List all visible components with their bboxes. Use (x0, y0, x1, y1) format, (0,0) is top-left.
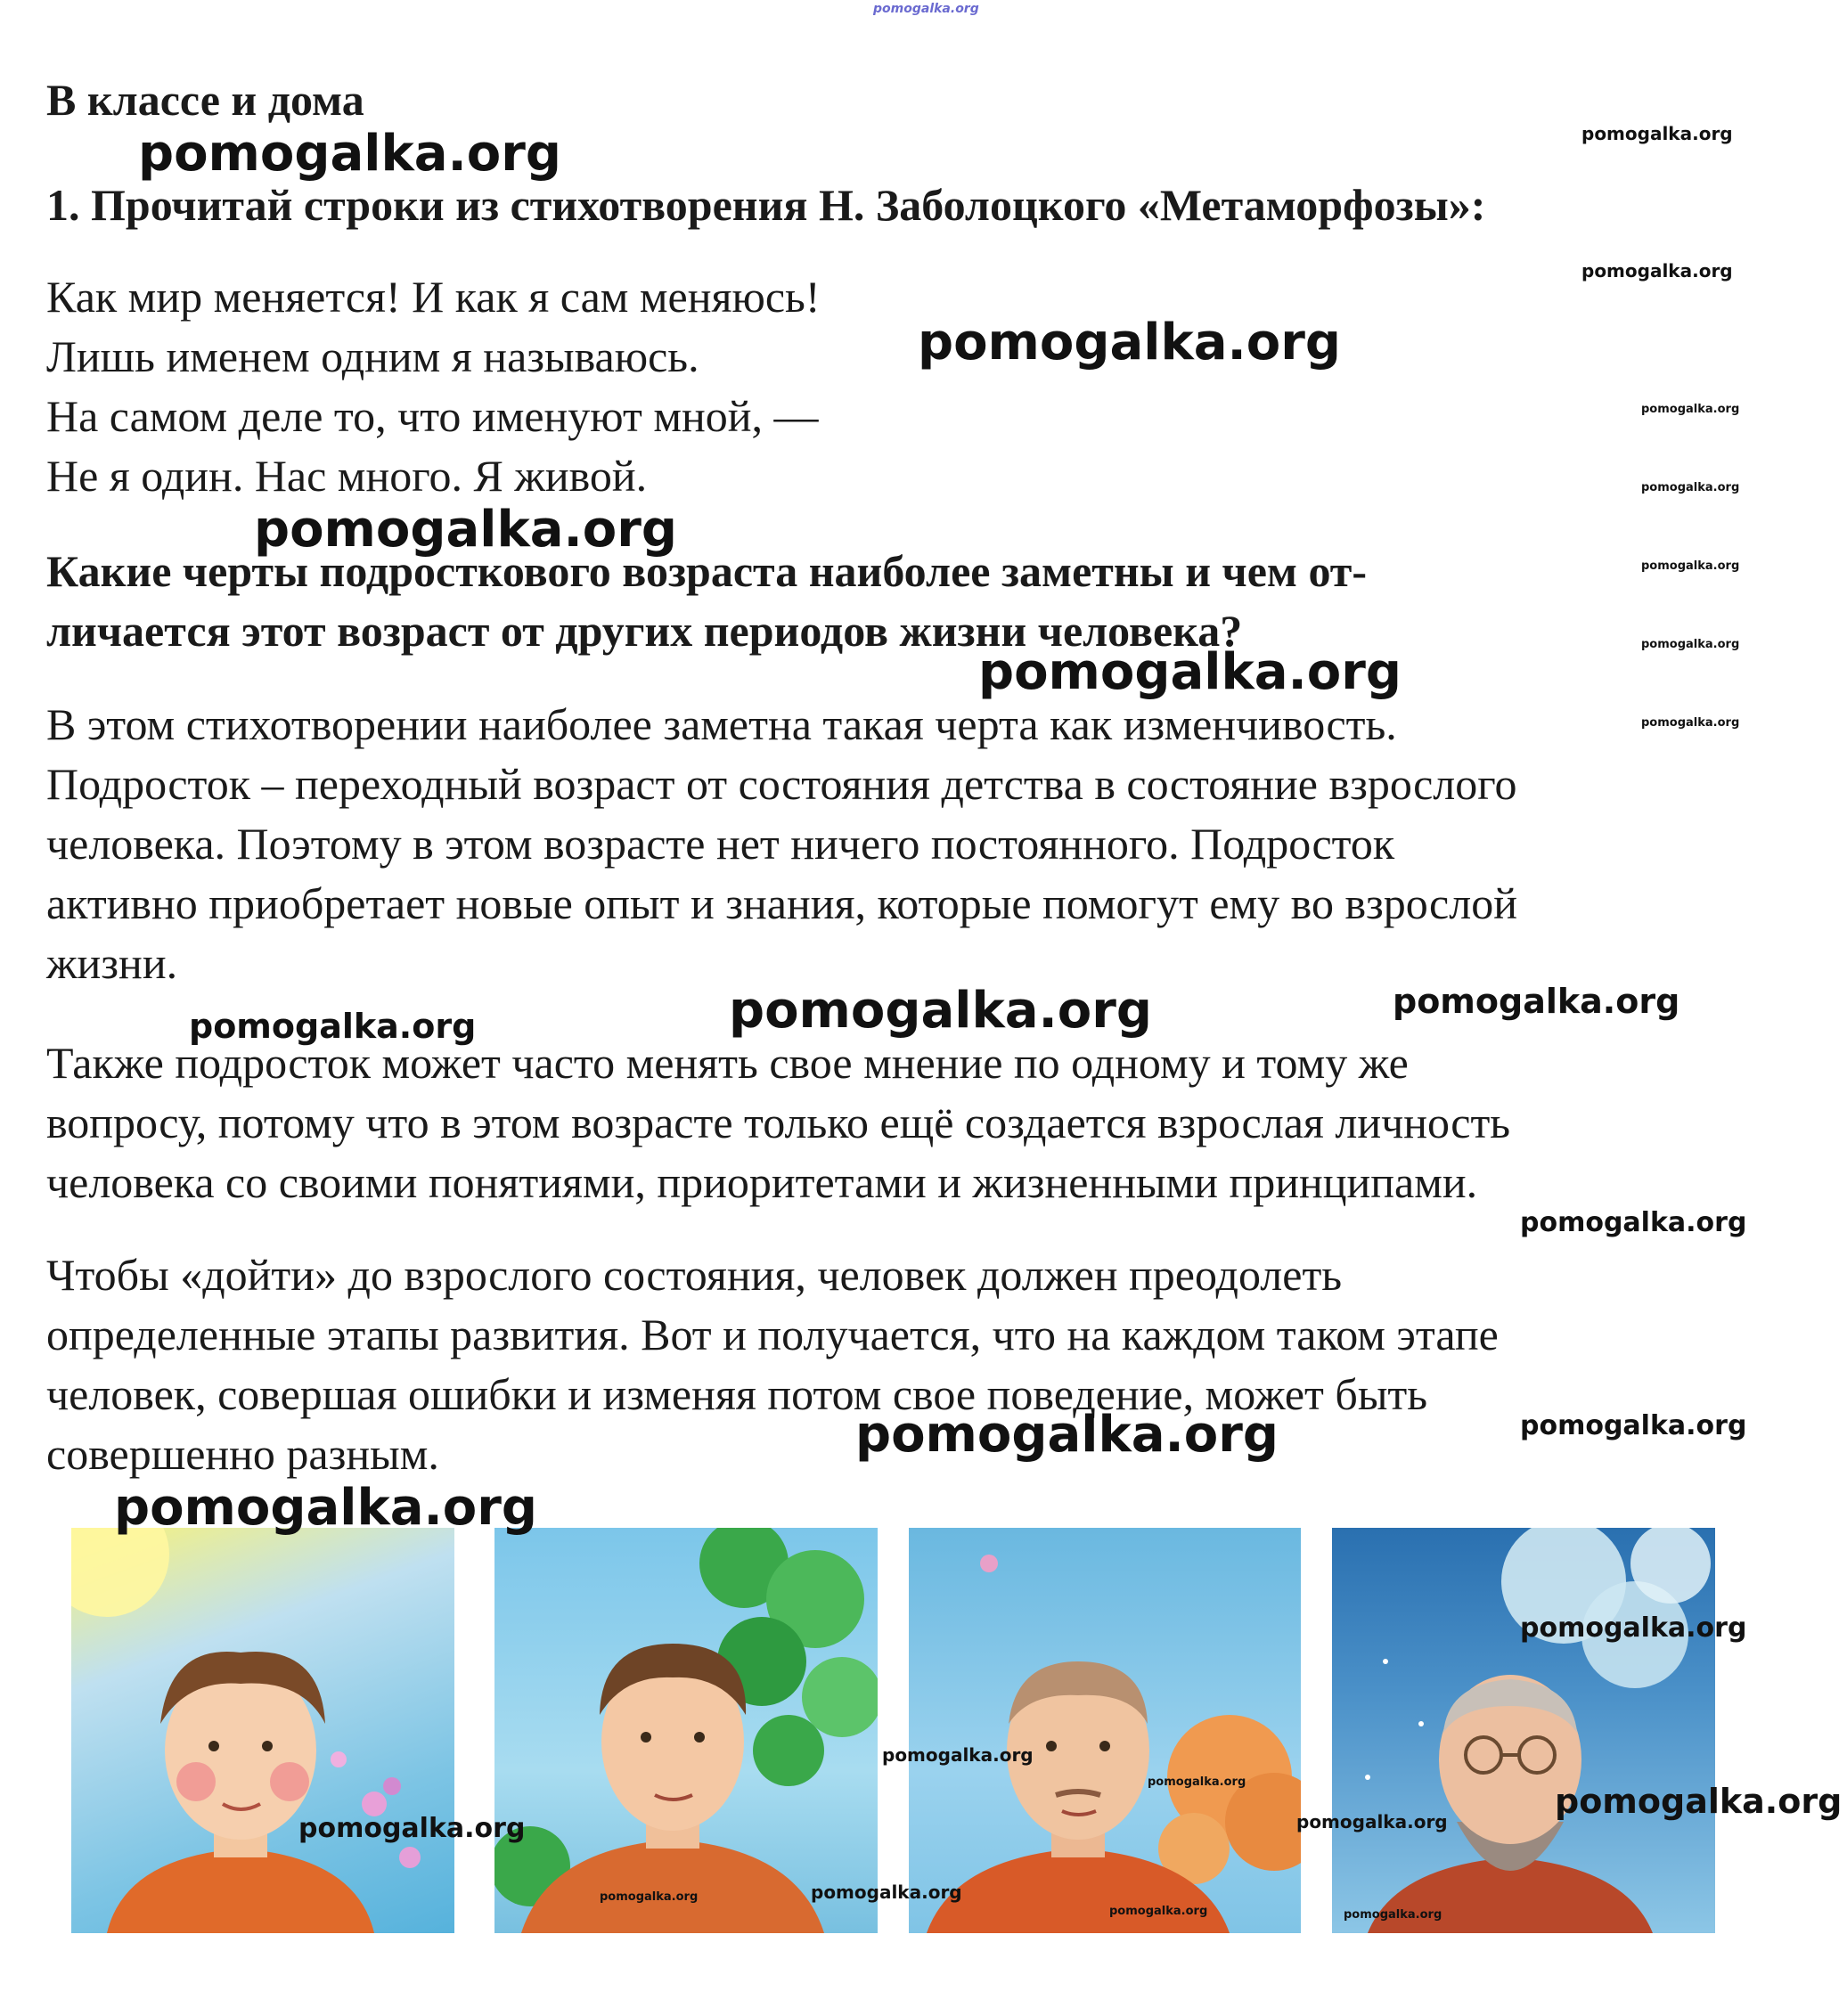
watermark: pomogalka.org (918, 314, 1341, 371)
answer-line: совершенно разным. (46, 1429, 439, 1479)
section-title: В классе и дома (46, 75, 364, 125)
watermark: pomogalka.org (1109, 1905, 1208, 1918)
watermark: pomogalka.org (1520, 1612, 1747, 1644)
answer-line: человек, совершая ошибки и изменяя потом свое поведение, может быть (46, 1369, 1428, 1419)
watermark: pomogalka.org (1520, 1410, 1747, 1441)
watermark: pomogalka.org (855, 1406, 1279, 1464)
answer-line: человека. Поэтому в этом возрасте нет ничего постоянного. Подросток (46, 819, 1395, 869)
watermark: pomogalka.org (1641, 481, 1740, 494)
illustration-panel-old-man (1332, 1528, 1715, 1933)
young-man-portrait-illustration (494, 1528, 878, 1933)
watermark: pomogalka.org (1641, 403, 1740, 416)
header-watermark: pomogalka.org (873, 2, 979, 16)
watermark: pomogalka.org (1148, 1775, 1246, 1789)
old-man-portrait-illustration (1332, 1528, 1715, 1933)
watermark: pomogalka.org (1641, 638, 1740, 651)
illustration-panel-child (71, 1528, 454, 1933)
watermark: pomogalka.org (882, 1744, 1034, 1766)
watermark: pomogalka.org (298, 1813, 526, 1844)
child-portrait-illustration (71, 1528, 454, 1933)
answer-paragraph-1 (46, 695, 1517, 993)
watermark: pomogalka.org (138, 125, 561, 183)
watermark: pomogalka.org (1581, 123, 1733, 144)
answer-line: человека со своими понятиями, приоритетами и жизненными принципами. (46, 1157, 1478, 1207)
answer-line: определенные этапы развития. Вот и получается, что на каждом таком этапе (46, 1310, 1499, 1359)
watermark: pomogalka.org (1393, 982, 1680, 1021)
watermark: pomogalka.org (600, 1890, 699, 1904)
poem-line: Как мир меняется! И как я сам меняюсь! (46, 272, 821, 322)
middle-aged-man-portrait-illustration (909, 1528, 1301, 1933)
answer-line: Также подросток может часто менять свое мнение по одному и тому же (46, 1038, 1409, 1088)
watermark: pomogalka.org (1520, 1207, 1747, 1238)
watermark: pomogalka.org (1641, 559, 1740, 573)
watermark: pomogalka.org (254, 501, 677, 559)
answer-line: активно приобретает новые опыт и знания, которые помогут ему во взрослой (46, 878, 1517, 928)
poem-line: Лишь именем одним я называюсь. (46, 331, 699, 381)
watermark: pomogalka.org (189, 1007, 477, 1046)
illustration-panel-young-man (494, 1528, 878, 1933)
watermark: pomogalka.org (114, 1479, 537, 1537)
question-line: Какие черты подросткового возраста наиболее заметны и чем от- (46, 546, 1368, 596)
illustration-panel-middle-aged-man (909, 1528, 1301, 1933)
question-line: личается этот возраст от других периодов жизни человека? (46, 606, 1243, 656)
poem (46, 267, 821, 506)
poem-line: Не я один. Нас много. Я живой. (46, 451, 648, 501)
answer-paragraph-2 (46, 1033, 1510, 1212)
watermark: pomogalka.org (1641, 716, 1740, 730)
watermark: pomogalka.org (1555, 1782, 1843, 1821)
answer-line: Подросток – переходный возраст от состояния детства в состояние взрослого (46, 759, 1517, 809)
answer-line: жизни. (46, 938, 178, 988)
answer-line: вопросу, потому что в этом возрасте только ещё создается взрослая личность (46, 1098, 1511, 1147)
answer-paragraph-3 (46, 1245, 1499, 1484)
watermark: pomogalka.org (1296, 1811, 1448, 1832)
watermark: pomogalka.org (978, 643, 1402, 701)
watermark: pomogalka.org (811, 1881, 962, 1903)
task-heading: 1. Прочитай строки из стихотворения Н. Заболоцкого «Метаморфозы»: (46, 180, 1486, 230)
answer-line: Чтобы «дойти» до взрослого состояния, человек должен преодолеть (46, 1250, 1343, 1300)
poem-line: На самом деле то, что именуют мной, — (46, 391, 819, 441)
answer-line: В этом стихотворении наиболее заметна такая черта как изменчивость. (46, 699, 1397, 749)
watermark: pomogalka.org (1344, 1908, 1442, 1922)
watermark: pomogalka.org (729, 982, 1152, 1040)
watermark: pomogalka.org (1581, 260, 1733, 282)
